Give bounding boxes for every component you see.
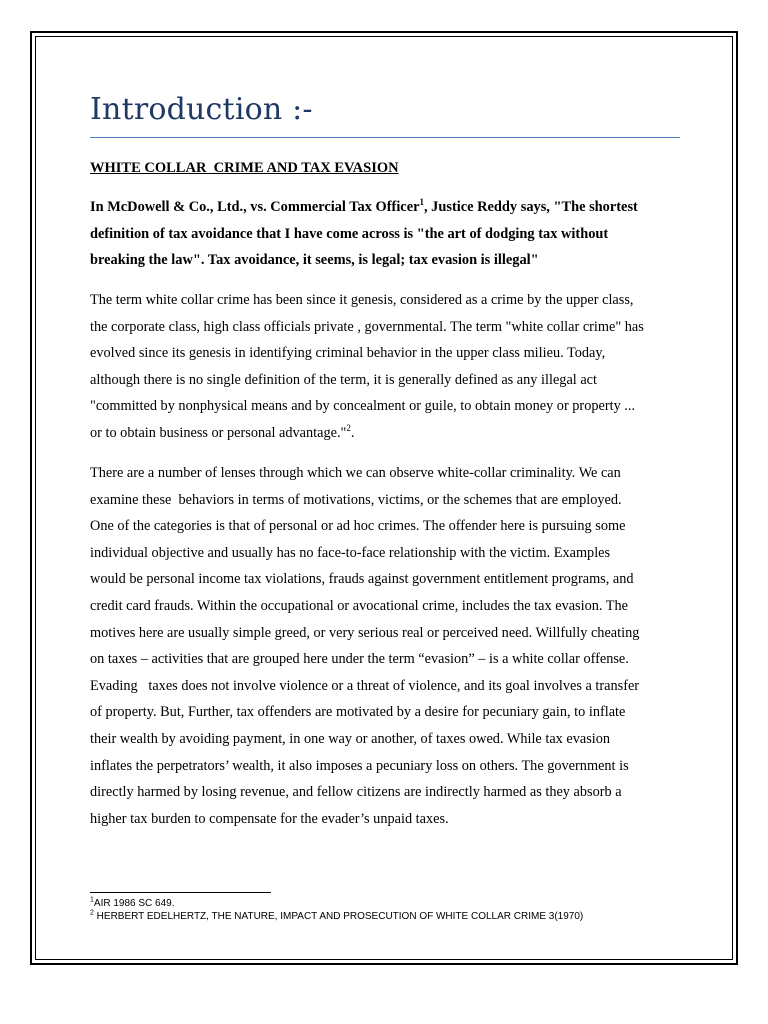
paragraph-line: The term white collar crime has been since it genesis, considered as a crime by the upper class, — [90, 292, 634, 308]
section-subtitle: WHITE COLLAR CRIME AND TAX EVASION — [90, 160, 399, 176]
quote-line-1 — [90, 194, 690, 221]
quote-line-1-tail: , Justice Reddy says, "The shortest — [423, 199, 638, 215]
paragraph-1 — [90, 287, 690, 447]
paragraph-line: would be personal income tax violations, frauds against government entitlement programs, and — [90, 571, 634, 588]
quote-line-2: definition of tax avoidance that I have come across is "the art of dodging tax without — [90, 225, 609, 242]
footnote-separator — [90, 892, 271, 893]
paragraph-line: There are a number of lenses through which we can observe white-collar criminality. We can — [90, 465, 621, 481]
paragraph-2 — [90, 460, 690, 832]
heading-underline — [90, 137, 680, 138]
paragraph-line: inflates the perpetrators’ wealth, it also imposes a pecuniary loss on others. The government is — [90, 757, 629, 774]
paragraph-line: individual objective and usually has no face-to-face relationship with the victim. Examples — [90, 544, 611, 561]
paragraph-line: their wealth by avoiding payment, in one way or another, of taxes owed. While tax evasion — [90, 730, 611, 747]
paragraph-line: Evading taxes does not involve violence or a threat of violence, and its goal involves a transfer — [90, 677, 640, 694]
paragraph-line: on taxes – activities that are grouped here under the term “evasion” – is a white collar offense. — [90, 651, 629, 668]
footnote-ref-1: 1 — [419, 197, 424, 208]
section-heading: Introduction :- — [90, 92, 313, 127]
quote-line-1-text: In McDowell & Co., Ltd., vs. Commercial Tax Officer — [90, 199, 420, 215]
paragraph-line-last — [90, 420, 690, 447]
paragraph-line: the corporate class, high class officials private , governmental. The term "white collar crime" has — [90, 318, 644, 335]
footnote-2-number: 2 — [90, 909, 94, 917]
paragraph-line-last-tail: . — [350, 424, 355, 441]
quote-paragraph — [90, 194, 690, 274]
footnote-2 — [90, 911, 583, 924]
paragraph-line: of property. But, Further, tax offenders are motivated by a desire for pecuniary gain, to inflate — [90, 704, 626, 721]
paragraph-line: examine these behaviors in terms of motivations, victims, or the schemes that are employed. — [90, 491, 622, 508]
paragraph-line: One of the categories is that of personal or ad hoc crimes. The offender here is pursuing some — [90, 518, 626, 535]
footnote-2-text: HERBERT EDELHERTZ, THE NATURE, IMPACT AND PROSECUTION OF WHITE COLLAR CRIME 3(1970) — [93, 910, 584, 922]
quote-line-3: breaking the law". Tax avoidance, it seems, is legal; tax evasion is illegal" — [90, 252, 539, 269]
paragraph-line: motives here are usually simple greed, or very serious real or perceived need. Willfully cheating — [90, 624, 640, 641]
paragraph-line: "committed by nonphysical means and by concealment or guile, to obtain money or property ... — [90, 398, 636, 415]
paragraph-line: although there is no single definition of the term, it is generally defined as any illegal act — [90, 371, 597, 388]
footnotes — [90, 898, 583, 923]
footnote-1-number: 1 — [90, 896, 94, 904]
paragraph-line: directly harmed by losing revenue, and fellow citizens are indirectly harmed as they absorb a — [90, 784, 622, 801]
footnote-ref-2: 2 — [346, 423, 351, 434]
footnote-1 — [90, 898, 583, 911]
paragraph-line: higher tax burden to compensate for the evader’s unpaid taxes. — [90, 810, 449, 827]
paragraph-line: evolved since its genesis in identifying criminal behavior in the upper class milieu. Today, — [90, 345, 606, 362]
paragraph-line: credit card frauds. Within the occupational or avocational crime, includes the tax evasion. The — [90, 597, 629, 614]
paragraph-line-last-text: or to obtain business or personal advantage." — [90, 424, 347, 441]
footnote-1-text: AIR 1986 SC 649. — [93, 898, 175, 909]
